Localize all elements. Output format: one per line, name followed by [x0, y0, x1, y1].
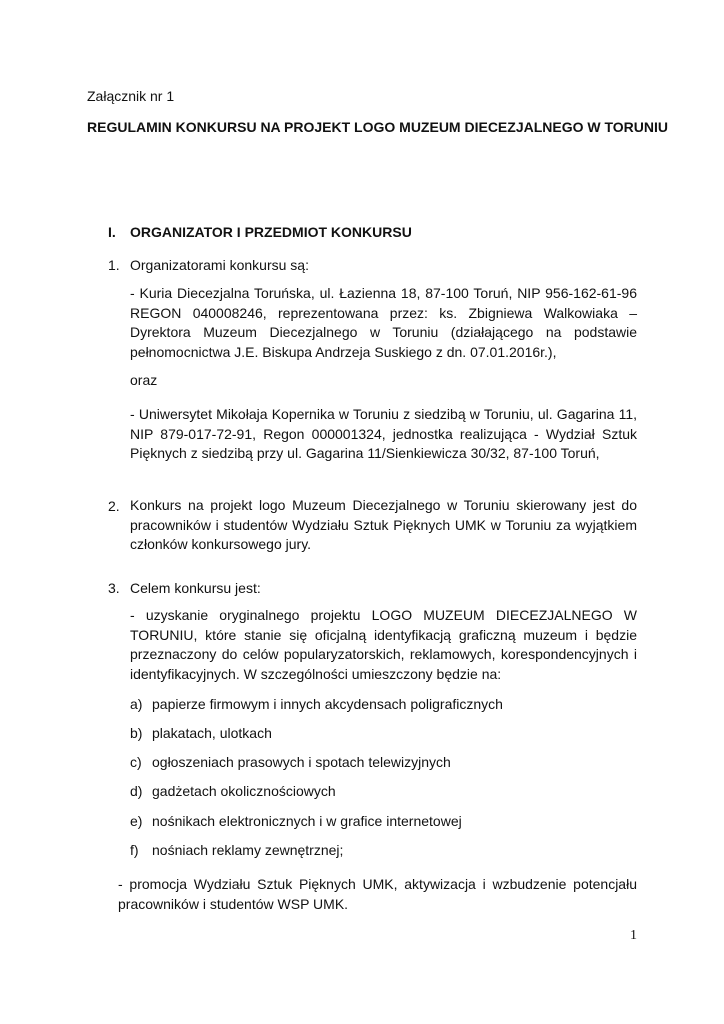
item3-text: Celem konkursu jest: — [130, 580, 261, 596]
organizer-1: - Kuria Diecezjalna Toruńska, ul. Łazienna 18, 87-100 Toruń, NIP 956-162-61-96 REGON 040008246, reprezentowana przez: ks. Zbigniewa Walkowiaka – Dyrektora Muzeum Diecezjalnego w Toruniu (działającego na podstawie pełnomocnictwa J.E. Biskupa Andrzeja Suskiego z dn. 07.01.2016r.), — [130, 285, 637, 361]
list-item-text: gadżetach okolicznościowych — [152, 783, 336, 799]
list-item-label: b) — [130, 725, 143, 741]
list-item-text: nośniach reklamy zewnętrznej; — [152, 842, 344, 858]
item2-text: Konkurs na projekt logo Muzeum Diecezjalnego w Toruniu skierowany jest do pracowników i studentów Wydziału Sztuk Pięknych UMK w Toruniu za wyjątkiem członków konkursowego jury. — [130, 497, 637, 553]
organizer-2: - Uniwersytet Mikołaja Kopernika w Toruniu z siedzibą w Toruniu, ul. Gagarina 11, NIP 879-017-72-91, Regon 000001324, jednostka realizująca - Wydział Sztuk Pięknych z siedzibą przy ul. Gagarina 11/Sienkiewicza 30/32, 87-100 Toruń, — [130, 406, 637, 462]
list-item-text: plakatach, ulotkach — [152, 725, 272, 741]
list-item-label: f) — [130, 842, 139, 858]
section-heading: ORGANIZATOR I PRZEDMIOT KONKURSU — [130, 224, 412, 240]
list-item-text: nośnikach elektronicznych i w grafice internetowej — [152, 813, 462, 829]
conjunction: oraz — [130, 372, 158, 388]
goal-1: - uzyskanie oryginalnego projektu LOGO MUZEUM DIECEZJALNEGO W TORUNIU, które stanie się oficjalną identyfikacją graficzną muzeum i będzie przeznaczony do celów popularyzatorskich, reklamowych, korespondencyjnych i identyfikacyjnych. W szczególności umieszczony będzie na: — [130, 607, 637, 683]
list-item-label: e) — [130, 813, 143, 829]
goal-2: - promocja Wydziału Sztuk Pięknych UMK, aktywizacja i wzbudzenie potencjału pracowników i studentów WSP UMK. — [118, 876, 637, 912]
document-title: REGULAMIN KONKURSU NA PROJEKT LOGO MUZEUM DIECEZJALNEGO W TORUNIU — [87, 119, 669, 135]
list-item-label: d) — [130, 783, 143, 799]
item1-number: 1. — [108, 257, 120, 273]
list-item-label: c) — [130, 754, 142, 770]
list-item-label: a) — [130, 696, 143, 712]
annex-label: Załącznik nr 1 — [87, 88, 175, 104]
list-item-text: papierze firmowym i innych akcydensach poligraficznych — [152, 696, 503, 712]
item3-number: 3. — [108, 580, 120, 596]
item2-number: 2. — [108, 498, 120, 514]
page-number: 1 — [630, 928, 637, 943]
section-number: I. — [108, 224, 116, 240]
list-item-text: ogłoszeniach prasowych i spotach telewizyjnych — [152, 754, 451, 770]
item1-text: Organizatorami konkursu są: — [130, 257, 309, 273]
